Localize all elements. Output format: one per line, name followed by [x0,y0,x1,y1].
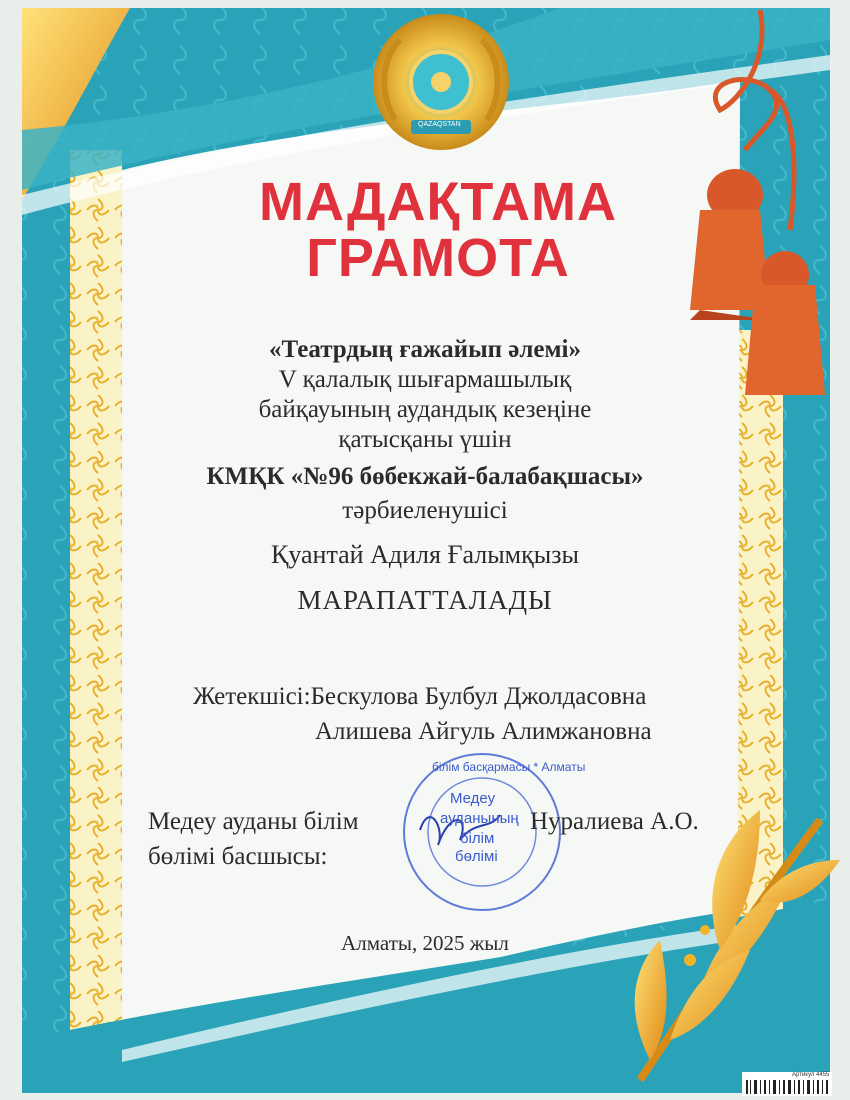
contest-name: «Театрдың ғажайып әлемі» [269,336,581,363]
title-line-1: МАДАҚТАМА [259,172,617,232]
recipient-role: тәрбиеленушісі [342,497,508,524]
organization-name: КМҚК «№96 бөбекжай-балабақшасы» [206,463,644,490]
award-word: МАРАПАТТАЛАДЫ [297,585,553,615]
signatory-name: Нуралиева А.О. [530,808,699,835]
article-number: Артикул 4455 [792,1072,830,1078]
stamp-ring-text: білім басқармасы * Алматы [432,760,586,774]
signatory-title-2: бөлімі басшысы: [148,843,328,870]
contest-line-2: V қалалық шығармашылық [278,366,572,393]
emblem-icon [373,14,509,150]
stamp-center-1: Медеу [450,790,496,807]
emblem-text: QAZAQSTAN [418,121,461,128]
contest-line-4: қатысқаны үшін [338,426,512,453]
recipient-name: Қуантай Адиля Ғалымқызы [271,540,579,569]
title-line-2: ГРАМОТА [306,228,570,288]
contest-line-3: байқауының аудандық кезеңіне [258,396,592,423]
stamp-center-4: бөлімі [455,848,498,865]
signatory-title-1: Медеу ауданы білім [148,808,359,835]
stamp-center-3: білім [460,830,495,847]
stamp-center-2: ауданының [440,810,519,827]
supervisor-line-2: Алишева Айгуль Алимжановна [315,718,652,745]
place-year: Алматы, 2025 жыл [341,931,509,955]
supervisor-line-1: Жетекшісі:Бескулова Булбул Джолдасовна [193,683,647,710]
